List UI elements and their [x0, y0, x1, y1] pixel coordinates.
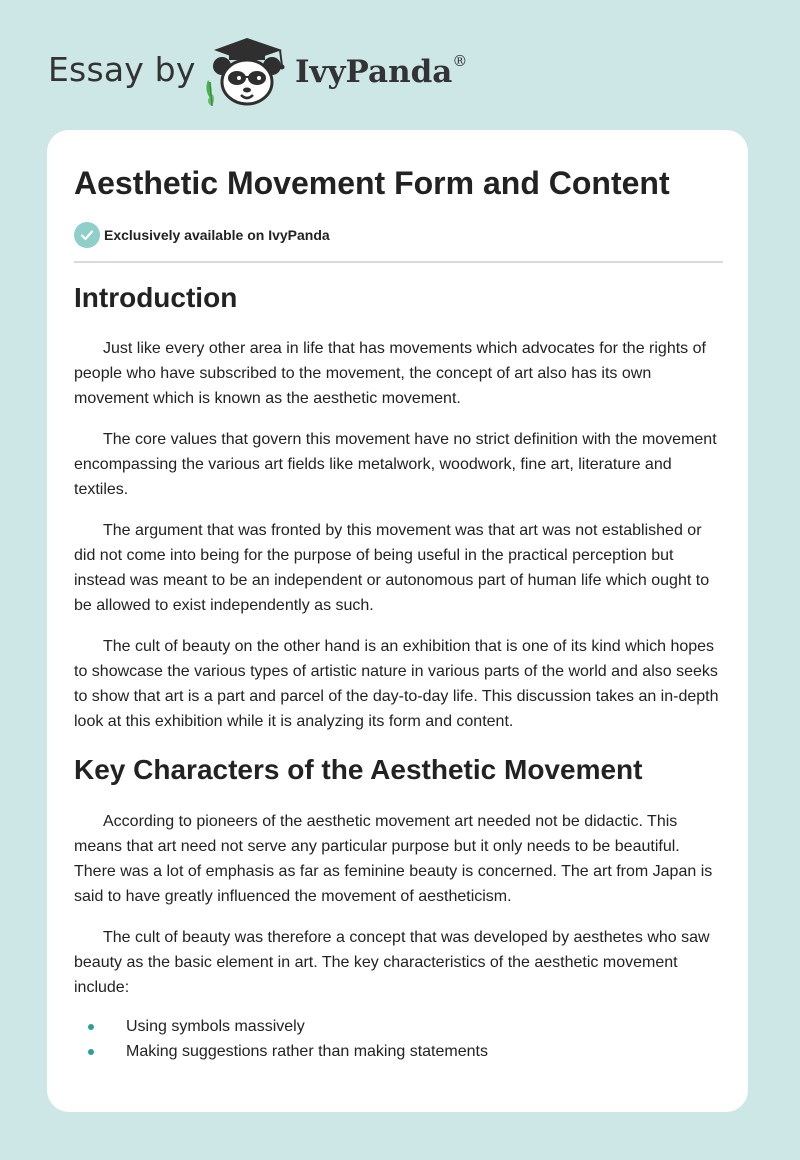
page-title: Aesthetic Movement Form and Content: [74, 165, 670, 201]
characteristics-list: [74, 1014, 723, 1064]
bullet-icon: [88, 1024, 94, 1030]
list-item-text: Making suggestions rather than making statements: [126, 1042, 488, 1060]
section-heading-introduction: Introduction: [74, 282, 238, 313]
list-item: [74, 1039, 723, 1064]
paragraph: The cult of beauty on the other hand is an exhibition that is one of its kind which hopes to showcase the various types of artistic nature in various parts of the world and also seeks to show that art is a part and parcel of the day-to-day life. This discussion takes an in-depth look at this exhibition while it is analyzing its form and content.: [74, 638, 719, 731]
essay-card: [47, 130, 748, 1112]
article-body: [74, 280, 723, 1064]
check-circle-icon: [74, 222, 100, 248]
exclusive-badge: [74, 222, 330, 248]
section-heading-key-characters: Key Characters of the Aesthetic Movement: [74, 754, 643, 786]
bullet-icon: [88, 1049, 94, 1055]
registered-mark: ®: [452, 52, 468, 70]
panda-graduate-icon: [200, 36, 294, 108]
divider: [74, 261, 723, 263]
paragraph: According to pioneers of the aesthetic movement art needed not be didactic. This means that art need not serve any particular purpose but it only needs to be beautiful. There was a lot of emphasis as far as feminine beauty is concerned. The art from Japan is said to have greatly influenced the movement of aestheticism.: [74, 812, 713, 905]
paragraph: The cult of beauty was therefore a concept that was developed by aesthetes who saw beauty as the basic element in art. The key characteristics of the aesthetic movement include:: [74, 928, 710, 996]
brand-name: IvyPanda®: [295, 52, 468, 90]
exclusive-badge-label: Exclusively available on IvyPanda: [104, 227, 330, 243]
essay-by-label: Essay by: [48, 50, 196, 89]
list-item-text: Using symbols massively: [126, 1017, 305, 1035]
paragraph: The argument that was fronted by this movement was that art was not established or did not come into being for the purpose of being useful in the practical perception but instead was meant to be an independent or autonomous part of human life which ought to be allowed to exist independently as such.: [74, 522, 710, 615]
paragraph: Just like every other area in life that has movements which advocates for the rights of people who have subscribed to the movement, the concept of art also has its own movement which is known as the aesthetic movement.: [74, 340, 706, 408]
list-item: [74, 1014, 723, 1039]
site-header: [48, 36, 648, 108]
paragraph: The core values that govern this movement have no strict definition with the movement encompassing the various art fields like metalwork, woodwork, fine art, literature and textiles.: [74, 431, 717, 499]
